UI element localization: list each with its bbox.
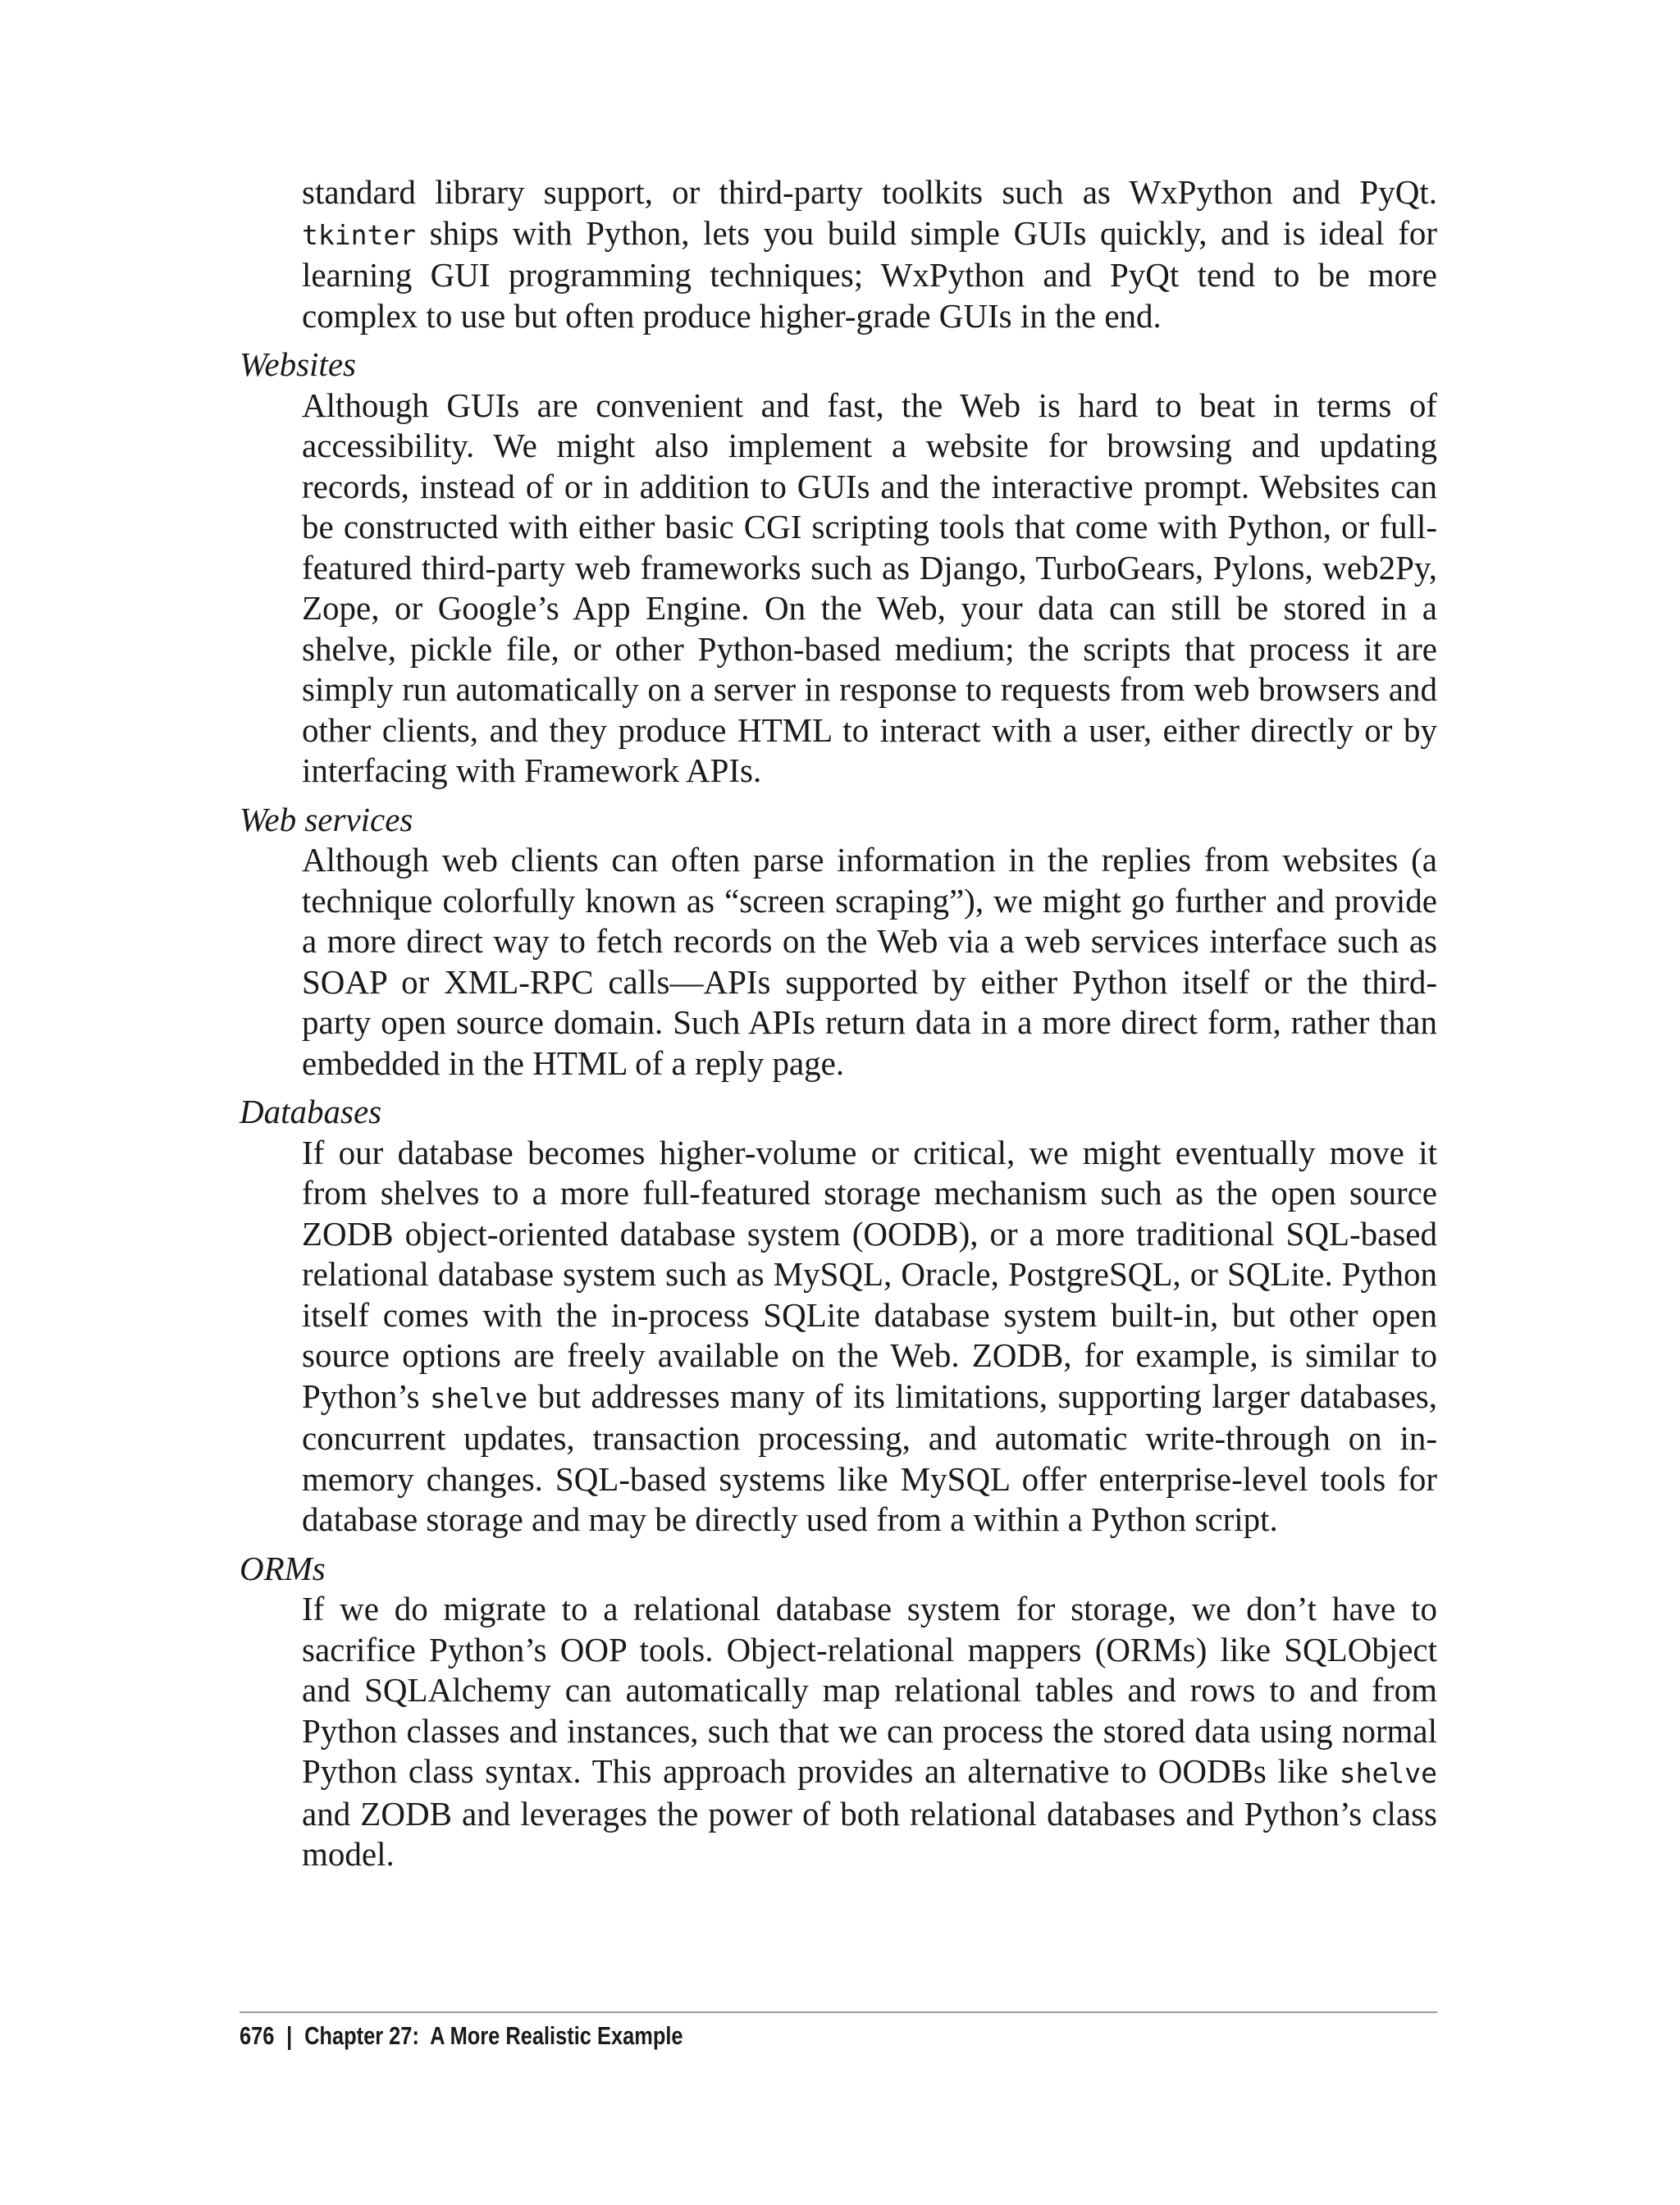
intro-text-1: standard library support, or third-party toolkits such as WxPython and PyQt. [302,173,1437,211]
term-websites: Websites [240,345,356,383]
shelve-code: shelve [430,1381,528,1414]
databases-text-2: but addresses many of its limitations, supporting larger databases, concurrent updates, transaction processing, and automatic write-through on in-memory changes. SQL-based systems like MySQL offer enterprise-level tools for database storage and may be directly used from a within a Python script. [302,1376,1437,1538]
tkinter-code: tkinter [302,218,417,251]
websites-paragraph: Although GUIs are convenient and fast, the Web is hard to beat in terms of accessibility. We might also implement a website for browsing and updating records, instead of or in addition to GUIs and the interactive prompt. Websites can be constructed with either basic CGI scripting tools that come with Python, or full-featured third-party web frameworks such as Django, TurboGears, Pylons, web2Py, Zope, or Google’s App Engine. On the Web, your data can still be stored in a shelve, pickle file, or other Python-based medium; the scripts that process it are simply run automatically on a server in response to requests from web browsers and other clients, and they produce HTML to interact with a user, either directly or by interfacing with Framework APIs. [302,386,1437,789]
intro-paragraph [302,172,1437,336]
shelve-code: shelve [1339,1757,1437,1789]
orms-text-1: If we do migrate to a relational database system for storage, we don’t have to sacrifice Python’s OOP tools. Object-relational mappers (ORMs) like SQLObject and SQLAlchemy can automatically map relational tables and rows to and from Python classes and instances, such that we can process the stored data using normal Python class syntax. This approach provides an alternative to OODBs like [302,1590,1437,1790]
page-footer [240,2020,683,2052]
footer-separator: | [286,2021,293,2050]
term-web-services: Web services [240,800,413,838]
page-body [240,172,1437,1875]
footer-divider [240,2011,1437,2013]
term-orms: ORMs [240,1549,326,1587]
databases-text-1: If our database becomes higher-volume or critical, we might eventually move it from shelves to a more full-featured storage mechanism such as the open source ZODB object-oriented database system (OODB), or a more traditional SQL-based relational database system such as MySQL, Oracle, PostgreSQL, or SQLite. Python itself comes with the in-process SQLite database system built-in, but other open source options are freely available on the Web. ZODB, for example, is similar to Python’s [302,1133,1437,1415]
chapter-title: Chapter 27: A More Realistic Example [304,2021,683,2050]
page-number: 676 [240,2021,275,2050]
orms-text-2: and ZODB and leverages the power of both relational databases and Python’s class model. [302,1794,1437,1873]
term-databases: Databases [240,1093,382,1130]
intro-text-2: ships with Python, lets you build simple GUIs quickly, and is ideal for learning GUI programming techniques; WxPython and PyQt tend to be more complex to use but often produce higher-grade GUIs in the end. [302,213,1437,335]
databases-paragraph [302,1133,1437,1541]
web-services-paragraph: Although web clients can often parse information in the replies from websites (a technique colorfully known as “screen scraping”), we might go further and provide a more direct way to fetch records on the Web via a web services interface such as SOAP or XML-RPC calls—APIs supported by either Python itself or the third-party open source domain. Such APIs return data in a more direct form, rather than embedded in the HTML of a reply page. [302,841,1437,1082]
orms-paragraph [302,1589,1437,1875]
